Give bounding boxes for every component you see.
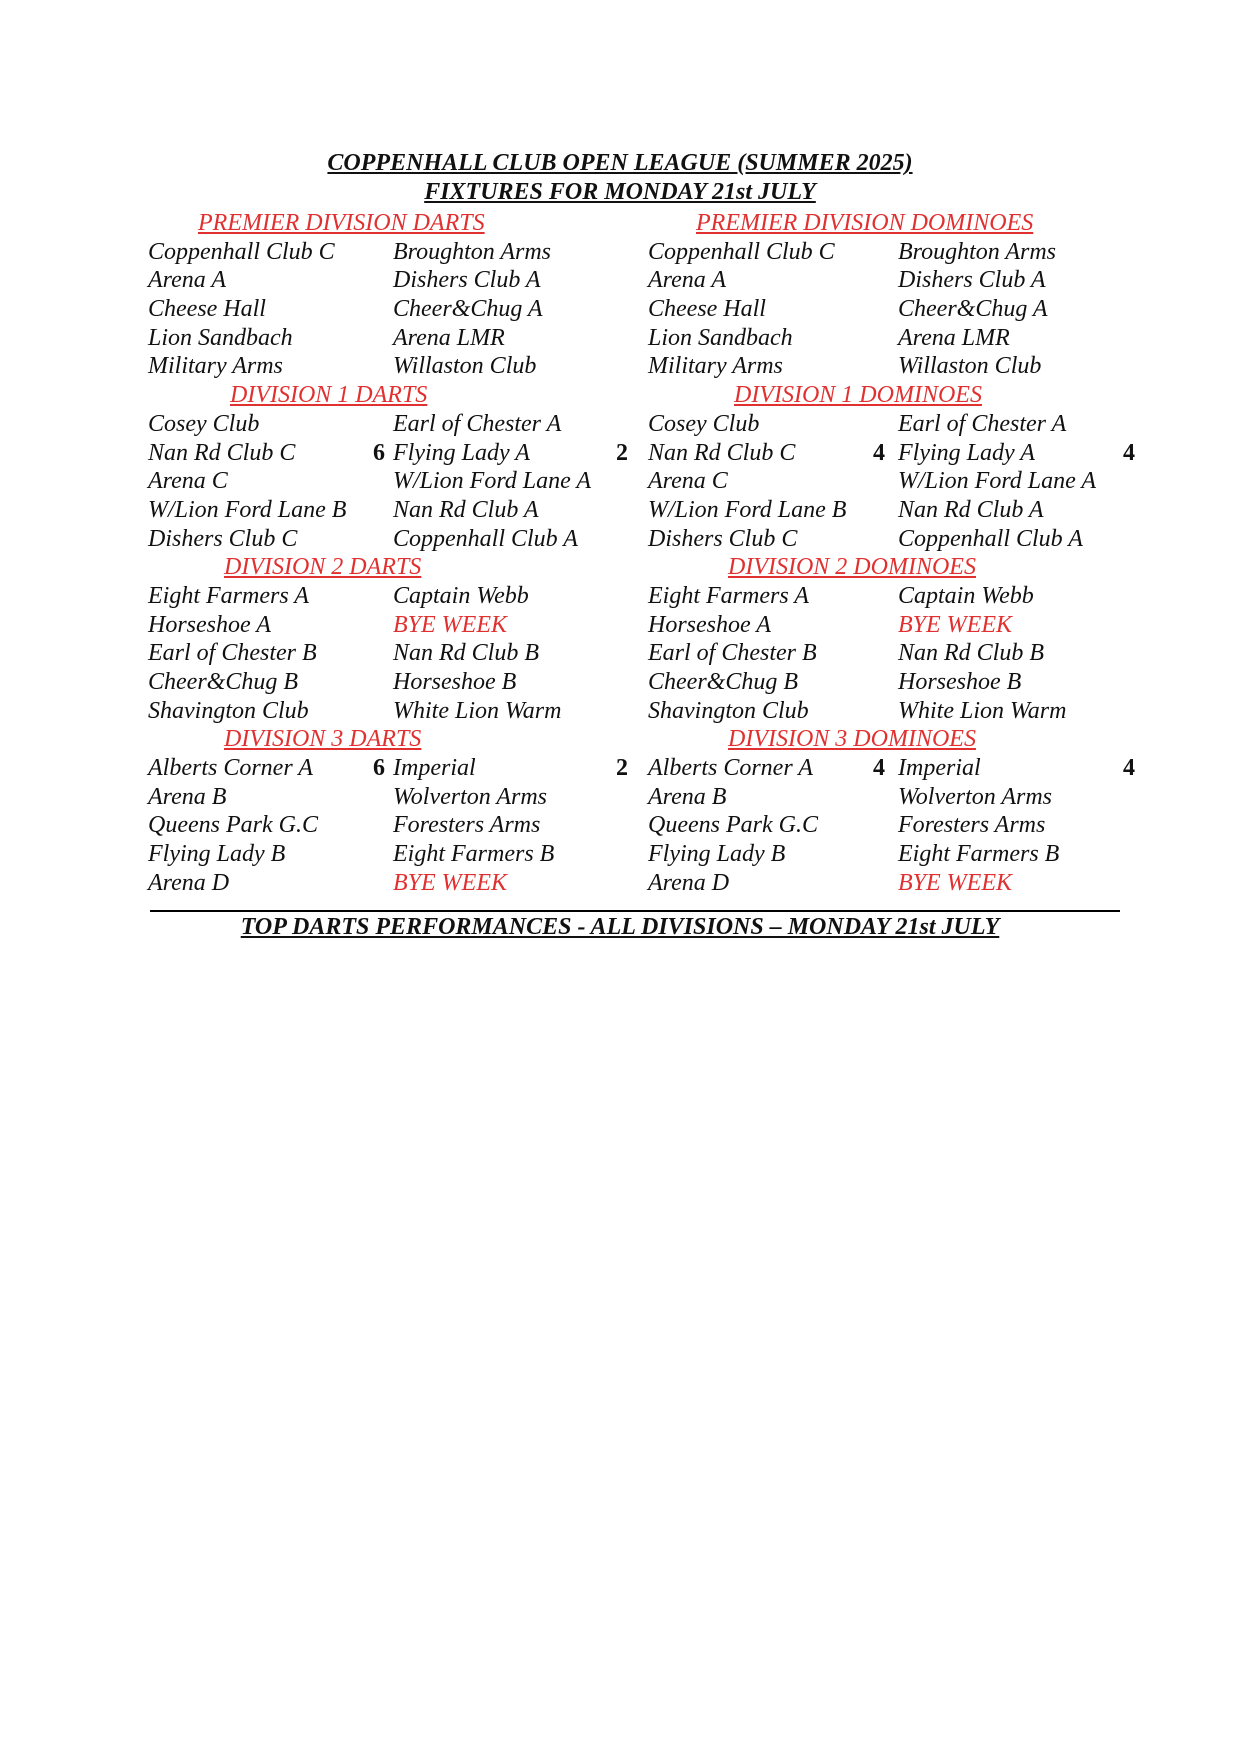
darts-home-team: Arena B [148, 783, 227, 810]
dominoes-home-score: 4 [873, 439, 885, 466]
darts-division-heading: DIVISION 1 DARTS [230, 382, 428, 409]
dominoes-away-team: Eight Farmers B [898, 841, 1060, 868]
darts-home-score: 6 [373, 439, 385, 466]
darts-home-team: Eight Farmers A [148, 582, 309, 609]
dominoes-away-team: Wolverton Arms [898, 783, 1053, 810]
fixture-row [148, 266, 1148, 295]
dominoes-home-team: Alberts Corner A [648, 755, 813, 782]
dominoes-home-score: 4 [873, 755, 885, 782]
darts-away-team: Cheer&Chug A [393, 296, 543, 323]
darts-home-team: Cheer&Chug B [148, 669, 298, 695]
dominoes-home-team: Flying Lady B [648, 841, 786, 868]
fixture-row [148, 754, 1148, 783]
darts-away-team: W/Lion Ford Lane A [393, 468, 592, 495]
darts-away-team: Imperial [393, 755, 476, 782]
dominoes-away-team: Dishers Club A [898, 267, 1046, 294]
dominoes-home-team: Arena C [648, 468, 728, 495]
darts-home-team: Lion Sandbach [148, 324, 293, 351]
dominoes-away-team: Earl of Chester A [898, 410, 1067, 437]
darts-home-team: Flying Lady B [148, 841, 286, 868]
darts-home-team: Earl of Chester B [148, 640, 317, 667]
dominoes-home-team: Queens Park G.C [648, 812, 818, 839]
dominoes-home-team: Nan Rd Club C [648, 439, 796, 466]
dominoes-away-team: Nan Rd Club A [898, 496, 1044, 523]
dominoes-home-team: Earl of Chester B [648, 640, 817, 667]
dominoes-away-team: Arena LMR [898, 324, 1010, 351]
dominoes-away-score: 4 [1123, 755, 1135, 782]
dominoes-division-heading: DIVISION 2 DOMINOES [728, 554, 976, 581]
darts-away-team: Arena LMR [393, 324, 505, 351]
page-title: COPPENHALL CLUB OPEN LEAGUE (SUMMER 2025) [327, 150, 913, 176]
dominoes-away-team: Horseshoe B [898, 669, 1022, 695]
fixture-row [148, 783, 1148, 812]
dominoes-away-team: Nan Rd Club B [898, 640, 1045, 667]
darts-away-team: BYE WEEK [393, 611, 507, 638]
fixture-row [148, 410, 1148, 439]
fixture-row [148, 639, 1148, 668]
darts-away-team: Eight Farmers B [393, 841, 555, 868]
darts-away-team: Flying Lady A [393, 439, 530, 466]
darts-away-team: Coppenhall Club A [393, 525, 578, 552]
darts-away-team: Broughton Arms [393, 238, 552, 265]
darts-away-team: Nan Rd Club B [393, 640, 540, 667]
fixtures-sheet [148, 209, 1148, 898]
dominoes-home-team: W/Lion Ford Lane B [648, 496, 847, 523]
fixture-row [148, 324, 1148, 353]
darts-away-team: Horseshoe B [393, 669, 517, 695]
darts-home-team: W/Lion Ford Lane B [148, 496, 347, 523]
dominoes-home-team: Cosey Club [648, 410, 760, 437]
darts-away-team: Earl of Chester A [393, 410, 562, 437]
dominoes-home-team: Arena B [648, 783, 727, 810]
darts-home-team: Arena A [148, 267, 226, 294]
dominoes-away-team: Flying Lady A [898, 439, 1035, 466]
dominoes-away-team: Broughton Arms [898, 238, 1057, 265]
darts-away-team: Foresters Arms [393, 812, 541, 839]
dominoes-home-team: Cheer&Chug B [648, 669, 798, 695]
darts-away-score: 2 [616, 439, 628, 466]
dominoes-away-team: BYE WEEK [898, 611, 1012, 638]
divider-line [150, 910, 1120, 912]
fixture-row [148, 352, 1148, 381]
darts-home-team: Alberts Corner A [148, 755, 313, 782]
darts-home-team: Queens Park G.C [148, 812, 318, 839]
darts-home-team: Nan Rd Club C [148, 439, 296, 466]
darts-away-team: Nan Rd Club A [393, 496, 539, 523]
darts-away-team: Captain Webb [393, 582, 529, 609]
dominoes-away-team: W/Lion Ford Lane A [898, 468, 1097, 495]
darts-away-team: Willaston Club [393, 353, 537, 380]
darts-home-team: Coppenhall Club C [148, 238, 335, 265]
division-heading-row [148, 553, 1148, 582]
darts-division-heading: DIVISION 2 DARTS [224, 554, 422, 581]
dominoes-home-team: Arena D [648, 869, 730, 896]
dominoes-home-team: Horseshoe A [648, 611, 771, 638]
dominoes-division-heading: PREMIER DIVISION DOMINOES [696, 210, 1034, 236]
dominoes-home-team: Military Arms [648, 353, 783, 380]
dominoes-away-team: BYE WEEK [898, 869, 1012, 896]
fixture-row [148, 525, 1148, 554]
darts-home-score: 6 [373, 755, 385, 782]
fixture-row [148, 295, 1148, 324]
dominoes-home-team: Arena A [648, 267, 726, 294]
darts-division-heading: DIVISION 3 DARTS [224, 726, 422, 753]
darts-home-team: Horseshoe A [148, 611, 271, 638]
dominoes-away-team: White Lion Warm [898, 697, 1067, 724]
dominoes-away-score: 4 [1123, 439, 1135, 466]
dominoes-home-team: Lion Sandbach [648, 324, 793, 351]
dominoes-home-team: Dishers Club C [648, 525, 798, 552]
fixture-row [148, 582, 1148, 611]
dominoes-division-heading: DIVISION 3 DOMINOES [728, 726, 976, 753]
darts-home-team: Cosey Club [148, 410, 260, 437]
dominoes-home-team: Coppenhall Club C [648, 238, 835, 265]
darts-home-team: Shavington Club [148, 697, 309, 724]
darts-home-team: Dishers Club C [148, 525, 298, 552]
division-heading-row [148, 209, 1148, 238]
dominoes-away-team: Captain Webb [898, 582, 1034, 609]
darts-away-team: White Lion Warm [393, 697, 562, 724]
dominoes-away-team: Cheer&Chug A [898, 296, 1048, 323]
fixture-row [148, 668, 1148, 697]
dominoes-away-team: Coppenhall Club A [898, 525, 1083, 552]
dominoes-away-team: Imperial [898, 755, 981, 782]
fixture-row [148, 439, 1148, 468]
dominoes-home-team: Shavington Club [648, 697, 809, 724]
page-subtitle: FIXTURES FOR MONDAY 21st JULY [424, 179, 816, 205]
fixture-row [148, 467, 1148, 496]
darts-home-team: Cheese Hall [148, 296, 266, 323]
fixture-row [148, 697, 1148, 726]
darts-away-team: BYE WEEK [393, 869, 507, 896]
dominoes-home-team: Cheese Hall [648, 296, 766, 323]
darts-home-team: Arena D [148, 869, 230, 896]
top-darts-performances-heading: TOP DARTS PERFORMANCES - ALL DIVISIONS – MONDAY 21st JULY [240, 914, 1000, 940]
darts-home-team: Arena C [148, 468, 228, 495]
division-heading-row [148, 725, 1148, 754]
fixture-row [148, 811, 1148, 840]
dominoes-home-team: Eight Farmers A [648, 582, 809, 609]
dominoes-division-heading: DIVISION 1 DOMINOES [734, 382, 982, 409]
fixture-row [148, 496, 1148, 525]
division-heading-row [148, 381, 1148, 410]
darts-away-team: Dishers Club A [393, 267, 541, 294]
darts-home-team: Military Arms [148, 353, 283, 380]
fixture-row [148, 238, 1148, 267]
dominoes-away-team: Willaston Club [898, 353, 1042, 380]
fixture-row [148, 611, 1148, 640]
fixture-row [148, 869, 1148, 898]
fixture-row [148, 840, 1148, 869]
dominoes-away-team: Foresters Arms [898, 812, 1046, 839]
darts-division-heading: PREMIER DIVISION DARTS [198, 210, 485, 236]
darts-away-team: Wolverton Arms [393, 783, 548, 810]
darts-away-score: 2 [616, 755, 628, 782]
